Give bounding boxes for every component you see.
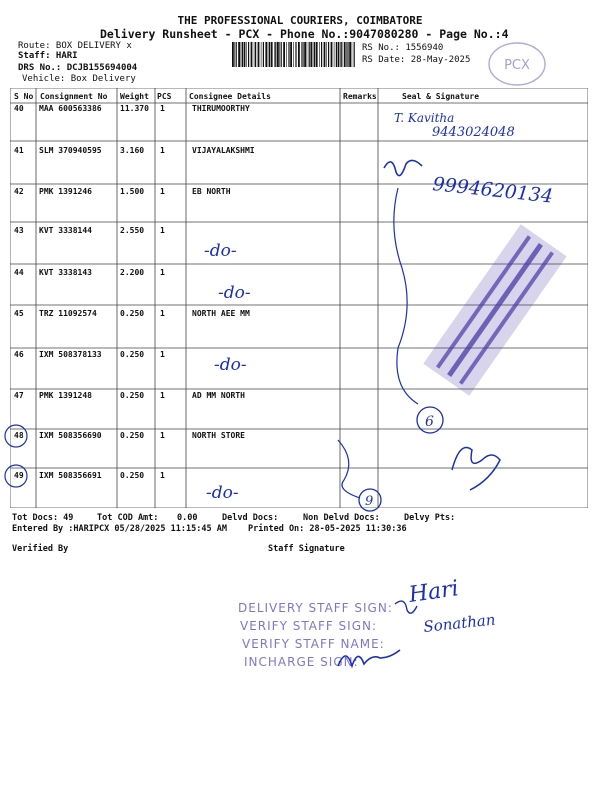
row-pcs: 1 bbox=[160, 350, 165, 359]
handwritten-phone-1: 9443024048 bbox=[432, 125, 515, 140]
row-weight: 3.160 bbox=[120, 146, 145, 155]
row-consignment-no: MAA 600563386 bbox=[39, 104, 102, 113]
total-cod-value: 0.00 bbox=[177, 513, 198, 523]
row-sno: 46 bbox=[14, 350, 24, 359]
row-sno: 42 bbox=[14, 187, 24, 196]
rs-date: RS Date: 28-May-2025 bbox=[362, 55, 471, 65]
route-label: Route: BOX DELIVERY x bbox=[18, 41, 132, 51]
delivery-staff-signature bbox=[395, 601, 417, 613]
row-consignee: NORTH STORE bbox=[192, 431, 245, 440]
handwritten-hari: Hari bbox=[407, 576, 461, 608]
stamp-delivery-staff-sign: DELIVERY STAFF SIGN: bbox=[238, 601, 393, 615]
row-pcs: 1 bbox=[160, 187, 165, 196]
row-pcs: 1 bbox=[160, 471, 165, 480]
rs-number: RS No.: 1556940 bbox=[362, 43, 444, 53]
row-weight: 1.500 bbox=[120, 187, 145, 196]
barcode-image bbox=[232, 42, 357, 67]
row-consignment-no: IXM 508378133 bbox=[39, 350, 102, 359]
staff-signature-label: Staff Signature bbox=[268, 544, 345, 554]
col-header-weight: Weight bbox=[120, 92, 149, 101]
stamp-incharge-sign: INCHARGE SIGN: bbox=[244, 655, 359, 669]
row-consignment-no: KVT 3338144 bbox=[39, 226, 92, 235]
pcx-stamp bbox=[486, 40, 548, 88]
row-consignee: EB NORTH bbox=[192, 187, 231, 196]
total-cod-label: Tot COD Amt: bbox=[97, 513, 159, 523]
pcx-stamp-text: PCX bbox=[504, 58, 530, 73]
row-consignment-no: IXM 508356691 bbox=[39, 471, 102, 480]
delivery-points-label: Delvy Pts: bbox=[404, 513, 456, 523]
row-consignment-no: IXM 508356690 bbox=[39, 431, 102, 440]
col-header-sno: S No bbox=[14, 92, 34, 101]
row-sno: 41 bbox=[14, 146, 24, 155]
row-sno: 43 bbox=[14, 226, 24, 235]
row-sno: 49 bbox=[14, 471, 24, 480]
row-sno: 48 bbox=[14, 431, 24, 440]
entered-by: Entered By :HARIPCX 05/28/2025 11:15:45 AM bbox=[12, 524, 227, 534]
non-delivered-docs-label: Non Delvd Docs: bbox=[303, 513, 380, 523]
ditto-mark-row-43: -do- bbox=[204, 241, 237, 261]
row-sno: 40 bbox=[14, 104, 24, 113]
row-consignee: NORTH AEE MM bbox=[192, 309, 250, 318]
handwritten-phone-2: 9994620134 bbox=[431, 173, 555, 208]
row-weight: 0.250 bbox=[120, 350, 145, 359]
staff-label: Staff: HARI bbox=[18, 51, 78, 61]
row-consignee: AD MM NORTH bbox=[192, 391, 245, 400]
row-weight: 0.250 bbox=[120, 309, 145, 318]
row-weight: 0.250 bbox=[120, 471, 145, 480]
total-docs: Tot Docs: 49 bbox=[12, 513, 74, 523]
delivered-docs-label: Delvd Docs: bbox=[222, 513, 279, 523]
row-consignee: VIJAYALAKSHMI bbox=[192, 146, 255, 155]
row-consignment-no: PMK 1391248 bbox=[39, 391, 92, 400]
row-pcs: 1 bbox=[160, 431, 165, 440]
col-header-consignment: Consignment No bbox=[40, 92, 108, 101]
row-pcs: 1 bbox=[160, 309, 165, 318]
handwritten-staff-name: Sonathan bbox=[422, 610, 497, 636]
verified-by-label: Verified By bbox=[12, 544, 69, 554]
row-sno: 44 bbox=[14, 268, 24, 277]
printed-on: Printed On: 28-05-2025 11:30:36 bbox=[248, 524, 407, 534]
vehicle-label: Vehicle: Box Delivery bbox=[22, 74, 136, 84]
col-header-remarks: Remarks bbox=[343, 92, 377, 101]
row-pcs: 1 bbox=[160, 104, 165, 113]
ditto-mark-row-49: -do- bbox=[206, 483, 239, 503]
row-weight: 2.200 bbox=[120, 268, 145, 277]
ditto-mark-row-46: -do- bbox=[214, 355, 247, 375]
row-pcs: 1 bbox=[160, 391, 165, 400]
row-weight: 0.250 bbox=[120, 431, 145, 440]
row-pcs: 1 bbox=[160, 146, 165, 155]
stamp-verify-staff-name: VERIFY STAFF NAME: bbox=[242, 637, 385, 651]
col-header-consignee: Consignee Details bbox=[189, 92, 271, 101]
handwritten-name-kavitha: T. Kavitha bbox=[394, 111, 455, 125]
ditto-mark-row-44: -do- bbox=[218, 283, 251, 303]
circled-number-6: 6 bbox=[425, 414, 434, 430]
company-name: THE PROFESSIONAL COURIERS, COIMBATORE bbox=[177, 14, 423, 27]
row-consignment-no: KVT 3338143 bbox=[39, 268, 92, 277]
col-header-seal-signature: Seal & Signature bbox=[402, 92, 480, 101]
row-consignment-no: TRZ 11092574 bbox=[39, 309, 97, 318]
row-consignment-no: SLM 370940595 bbox=[39, 146, 102, 155]
circled-number-9: 9 bbox=[365, 494, 374, 509]
row-sno: 45 bbox=[14, 309, 24, 318]
row-weight: 11.370 bbox=[120, 104, 149, 113]
col-header-pcs: PCS bbox=[157, 92, 172, 101]
row-pcs: 1 bbox=[160, 226, 165, 235]
row-weight: 2.550 bbox=[120, 226, 145, 235]
row-sno: 47 bbox=[14, 391, 24, 400]
row-consignment-no: PMK 1391246 bbox=[39, 187, 92, 196]
runsheet-title: Delivery Runsheet - PCX - Phone No.:9047080280 - Page No.:4 bbox=[100, 27, 509, 41]
row-weight: 0.250 bbox=[120, 391, 145, 400]
row-consignee: THIRUMOORTHY bbox=[192, 104, 250, 113]
row-pcs: 1 bbox=[160, 268, 165, 277]
stamp-verify-staff-sign: VERIFY STAFF SIGN: bbox=[240, 619, 378, 633]
drs-number: DRS No.: DCJB155694004 bbox=[18, 63, 138, 73]
